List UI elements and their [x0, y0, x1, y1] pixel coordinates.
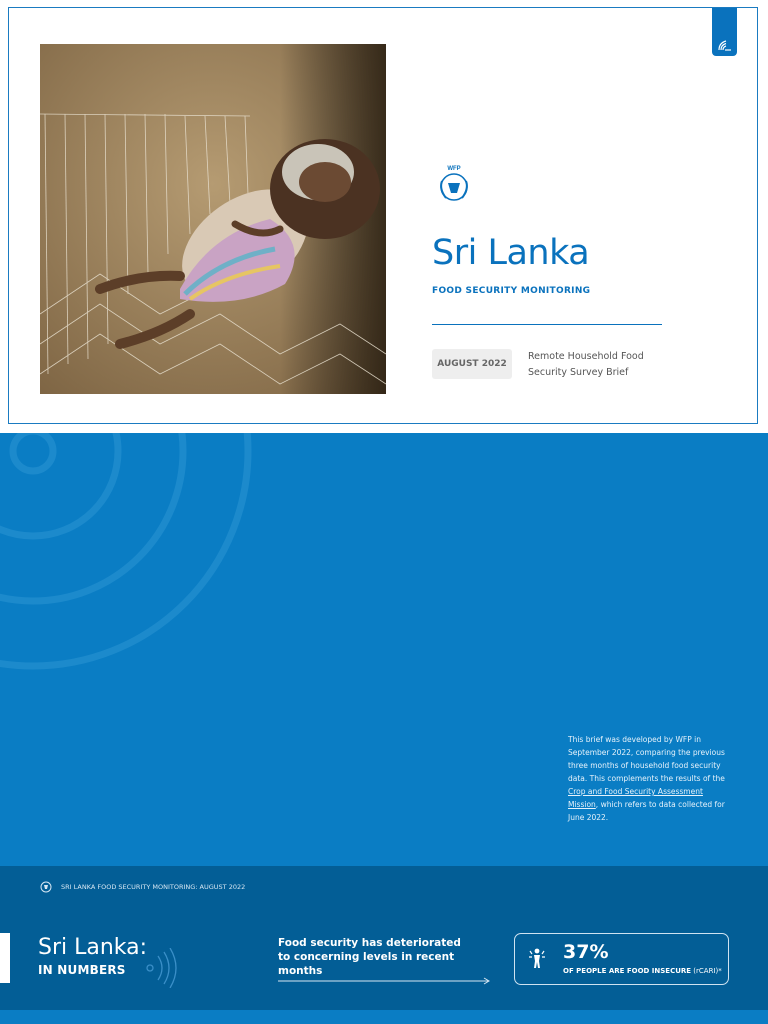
arrow-right-icon — [278, 976, 492, 986]
cfsam-link[interactable]: Crop and Food Security Assessment Mission — [568, 787, 703, 809]
title-divider — [432, 324, 662, 325]
logo-text: WFP — [447, 166, 461, 172]
person-weaving-net-image — [40, 44, 386, 394]
wfp-logo — [433, 163, 475, 205]
intro-panel — [0, 433, 768, 866]
numbers-section — [0, 866, 768, 1024]
cover-page — [8, 7, 758, 424]
intro-text-after: , which refers to data collected for June 2022. — [568, 800, 725, 822]
running-title: SRI LANKA FOOD SECURITY MONITORING: AUGUST 2022 — [61, 883, 246, 891]
stat-card-food-insecure — [514, 933, 729, 985]
stat-label — [563, 967, 722, 975]
key-headline — [278, 936, 498, 978]
section-subtitle: IN NUMBERS — [38, 963, 126, 977]
section-marker — [0, 933, 10, 983]
signal-waves-icon — [140, 948, 185, 988]
bottom-strip — [0, 1010, 768, 1024]
brief-type-line-2: Security Survey Brief — [528, 367, 629, 378]
brief-type-line-1: Remote Household Food — [528, 351, 644, 362]
signal-waves-icon — [717, 38, 733, 52]
date-badge: AUGUST 2022 — [432, 349, 512, 379]
section-title: Sri Lanka: — [38, 935, 148, 960]
brief-type — [528, 349, 644, 381]
intro-text — [568, 733, 728, 824]
headline-line-1: Food security has deteriorated — [278, 937, 461, 949]
headline-line-2: to concerning levels in recent months — [278, 951, 455, 977]
page-subtitle: FOOD SECURITY MONITORING — [432, 286, 591, 296]
page-title: Sri Lanka — [432, 233, 590, 273]
stat-label-text: OF PEOPLE ARE FOOD INSECURE — [563, 967, 692, 975]
intro-text-before: This brief was developed by WFP in September 2022, comparing the previous three months of household food security data. This complements the results of the — [568, 735, 725, 783]
cover-photo — [40, 44, 386, 394]
stat-note: (rCARI)* — [691, 967, 722, 975]
wfp-emblem-icon — [40, 881, 52, 893]
decorative-waves-icon — [0, 433, 300, 693]
stat-value: 37% — [563, 941, 609, 963]
person-alert-icon — [527, 947, 547, 969]
wfp-tab — [712, 8, 737, 56]
